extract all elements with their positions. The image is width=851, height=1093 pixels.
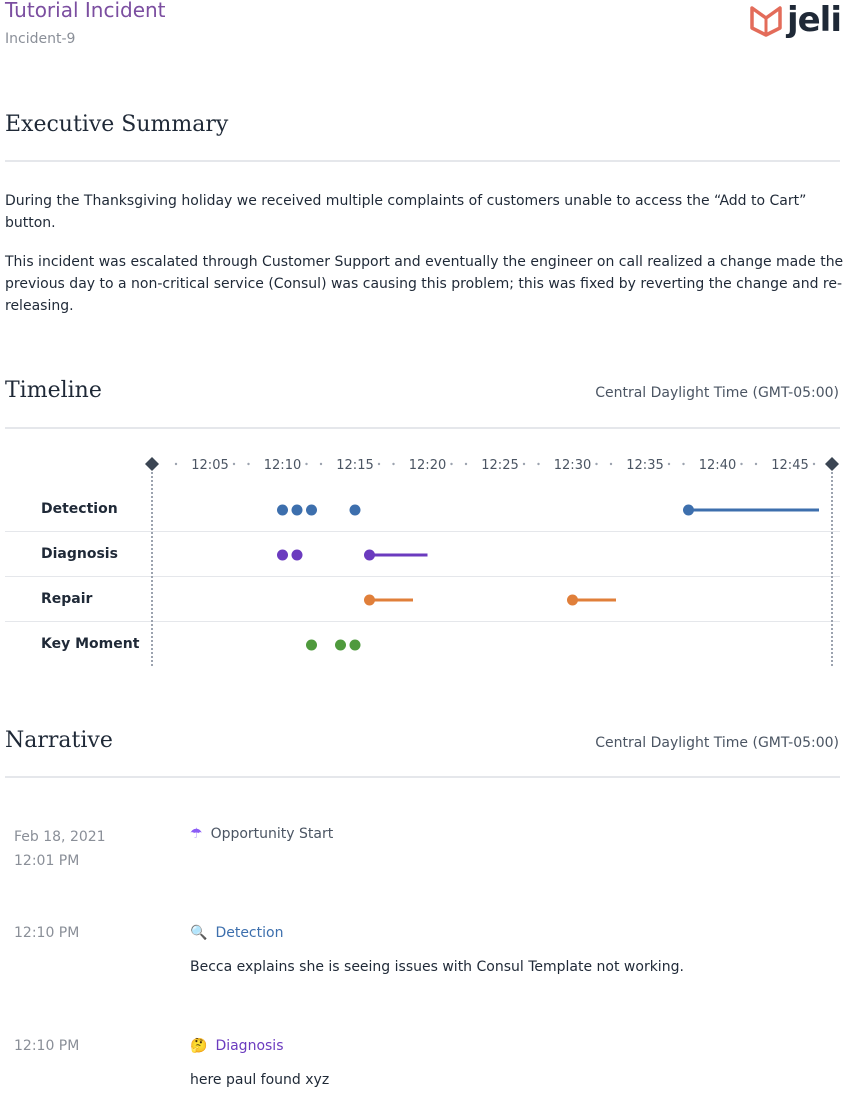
narrative-entry-datetime: [14, 825, 106, 873]
timeline-axis-dot: [682, 463, 684, 465]
narrative-entry-label: Opportunity Start: [210, 826, 334, 842]
timeline-event-dot: [350, 505, 361, 516]
narrative-entry-text: here paul found xyz: [190, 1072, 330, 1088]
timeline-axis-dot: [523, 463, 525, 465]
summary-paragraph-2: This incident was escalated through Customer Support and eventually the engineer on call realized a change made the previous day to a non-critical service (Consul) was causing this problem; this was fixed by reverting the change and re-releasing.: [5, 254, 844, 314]
timeline-axis-dot: [755, 463, 757, 465]
timeline-axis-dot: [537, 463, 539, 465]
timeline-axis-dot: [595, 463, 597, 465]
narrative-title: Narrative: [5, 728, 113, 753]
jeli-mark-icon: [749, 2, 783, 38]
thinking-face-icon: 🤔: [190, 1038, 208, 1054]
logo-text: jeli: [786, 0, 841, 40]
timeline-timezone: Central Daylight Time (GMT-05:00): [595, 385, 839, 401]
timeline-range-start: [364, 595, 375, 606]
timeline-axis-dot: [610, 463, 612, 465]
timeline-range-start: [567, 595, 578, 606]
timeline-axis-dot: [378, 463, 380, 465]
divider: [5, 776, 840, 778]
timeline-tick-label: 12:10: [263, 458, 302, 473]
timeline-tick-label: 12:45: [771, 458, 809, 473]
timeline-tick-label: 12:20: [408, 458, 447, 473]
timeline-axis-dot: [247, 463, 249, 465]
timeline-event-dot: [306, 505, 317, 516]
narrative-entry-label: Detection: [215, 925, 284, 941]
incident-title: Tutorial Incident: [5, 0, 166, 22]
magnifier-icon: 🔍: [190, 925, 208, 941]
narrative-entry-text: Becca explains she is seeing issues with Consul Template not working.: [190, 959, 684, 975]
narrative-entry-time: 12:10 PM: [14, 925, 80, 941]
narrative-entry-date: Feb 18, 2021: [14, 829, 106, 845]
timeline-axis-dot: [175, 463, 177, 465]
timeline-tick-label: 12:25: [481, 458, 519, 473]
timeline-tick-label: 12:35: [626, 458, 664, 473]
narrative-entry-time: 12:10 PM: [14, 1038, 80, 1054]
jeli-logo: [749, 2, 841, 38]
timeline-axis-dot: [392, 463, 394, 465]
summary-paragraph-1: During the Thanksgiving holiday we received multiple complaints of customers unable to access the “Add to Cart” button.: [5, 193, 807, 231]
timeline-start-diamond: [145, 457, 159, 471]
timeline-chart[interactable]: [0, 450, 851, 670]
timeline-axis-dot: [668, 463, 670, 465]
timeline-event-dot: [306, 640, 317, 651]
narrative-timezone: Central Daylight Time (GMT-05:00): [595, 735, 839, 751]
narrative-entry-time: 12:01 PM: [14, 853, 80, 869]
timeline-event-dot: [350, 640, 361, 651]
timeline-event-dot: [292, 505, 303, 516]
timeline-event-dot: [277, 550, 288, 561]
timeline-axis-dot: [320, 463, 322, 465]
timeline-row-label-repair: Repair: [41, 591, 93, 607]
executive-summary-title: Executive Summary: [5, 112, 229, 137]
timeline-axis-dot: [465, 463, 467, 465]
divider: [5, 160, 840, 162]
timeline-tick-label: 12:40: [698, 458, 737, 473]
timeline-row-label-diagnosis: Diagnosis: [41, 546, 118, 562]
timeline-tick-label: 12:30: [553, 458, 592, 473]
timeline-row-label-key-moment: Key Moment: [41, 636, 140, 652]
divider: [5, 427, 840, 429]
narrative-entry-heading[interactable]: [190, 826, 333, 842]
timeline-end-diamond: [825, 457, 839, 471]
timeline-tick-label: 12:15: [336, 458, 374, 473]
narrative-entry-heading[interactable]: [190, 925, 283, 941]
timeline-axis-dot: [450, 463, 452, 465]
timeline-tick-label: 12:05: [191, 458, 229, 473]
timeline-title: Timeline: [5, 378, 102, 403]
timeline-row-label-detection: Detection: [41, 501, 118, 517]
umbrella-icon: ☂: [190, 826, 203, 842]
timeline-range-start: [364, 550, 375, 561]
timeline-axis-dot: [233, 463, 235, 465]
timeline-event-dot: [292, 550, 303, 561]
timeline-range-start: [683, 505, 694, 516]
timeline-event-dot: [335, 640, 346, 651]
narrative-entry-label: Diagnosis: [215, 1038, 284, 1054]
narrative-entry-heading[interactable]: [190, 1038, 284, 1054]
timeline-axis-dot: [305, 463, 307, 465]
timeline-event-dot: [277, 505, 288, 516]
timeline-axis-dot: [740, 463, 742, 465]
incident-id: Incident-9: [5, 31, 76, 47]
timeline-axis-dot: [813, 463, 815, 465]
